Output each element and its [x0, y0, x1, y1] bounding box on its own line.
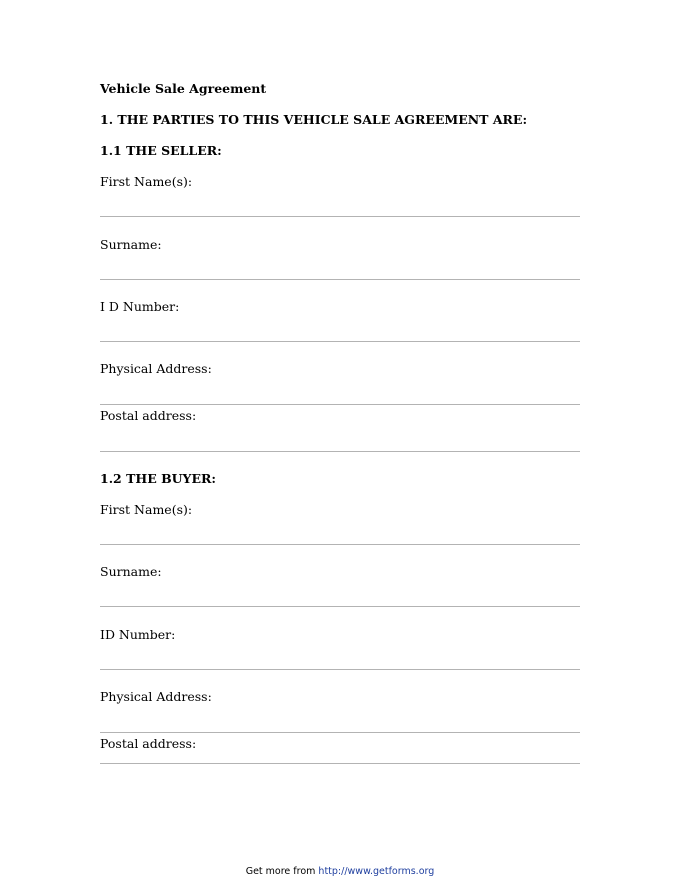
footer: [0, 866, 680, 878]
seller-first-name-label: First Name(s):: [100, 174, 193, 189]
seller-postal-address-label: Postal address:: [100, 408, 197, 423]
buyer-physical-address-label: Physical Address:: [100, 689, 212, 704]
seller-first-name-line[interactable]: [100, 216, 580, 217]
section-heading-parties: 1. THE PARTIES TO THIS VEHICLE SALE AGREEMENT ARE:: [100, 112, 528, 127]
buyer-postal-address-line[interactable]: [100, 763, 580, 764]
seller-id-number-line[interactable]: [100, 341, 580, 342]
seller-surname-line[interactable]: [100, 279, 580, 280]
buyer-postal-address-label: Postal address:: [100, 736, 197, 751]
buyer-first-name-line[interactable]: [100, 544, 580, 545]
seller-physical-address-line[interactable]: [100, 404, 580, 405]
document-title: Vehicle Sale Agreement: [100, 81, 267, 96]
seller-surname-label: Surname:: [100, 237, 162, 252]
buyer-id-number-label: ID Number:: [100, 627, 176, 642]
buyer-id-number-line[interactable]: [100, 669, 580, 670]
buyer-surname-line[interactable]: [100, 606, 580, 607]
footer-prefix: Get more from: [245, 866, 316, 877]
buyer-heading: 1.2 THE BUYER:: [100, 471, 217, 486]
footer-link[interactable]: http://www.getforms.org: [318, 866, 435, 877]
buyer-first-name-label: First Name(s):: [100, 502, 193, 517]
seller-heading: 1.1 THE SELLER:: [100, 143, 222, 158]
buyer-surname-label: Surname:: [100, 564, 162, 579]
buyer-physical-address-line[interactable]: [100, 732, 580, 733]
seller-physical-address-label: Physical Address:: [100, 361, 212, 376]
seller-id-number-label: I D Number:: [100, 299, 180, 314]
seller-postal-address-line[interactable]: [100, 451, 580, 452]
